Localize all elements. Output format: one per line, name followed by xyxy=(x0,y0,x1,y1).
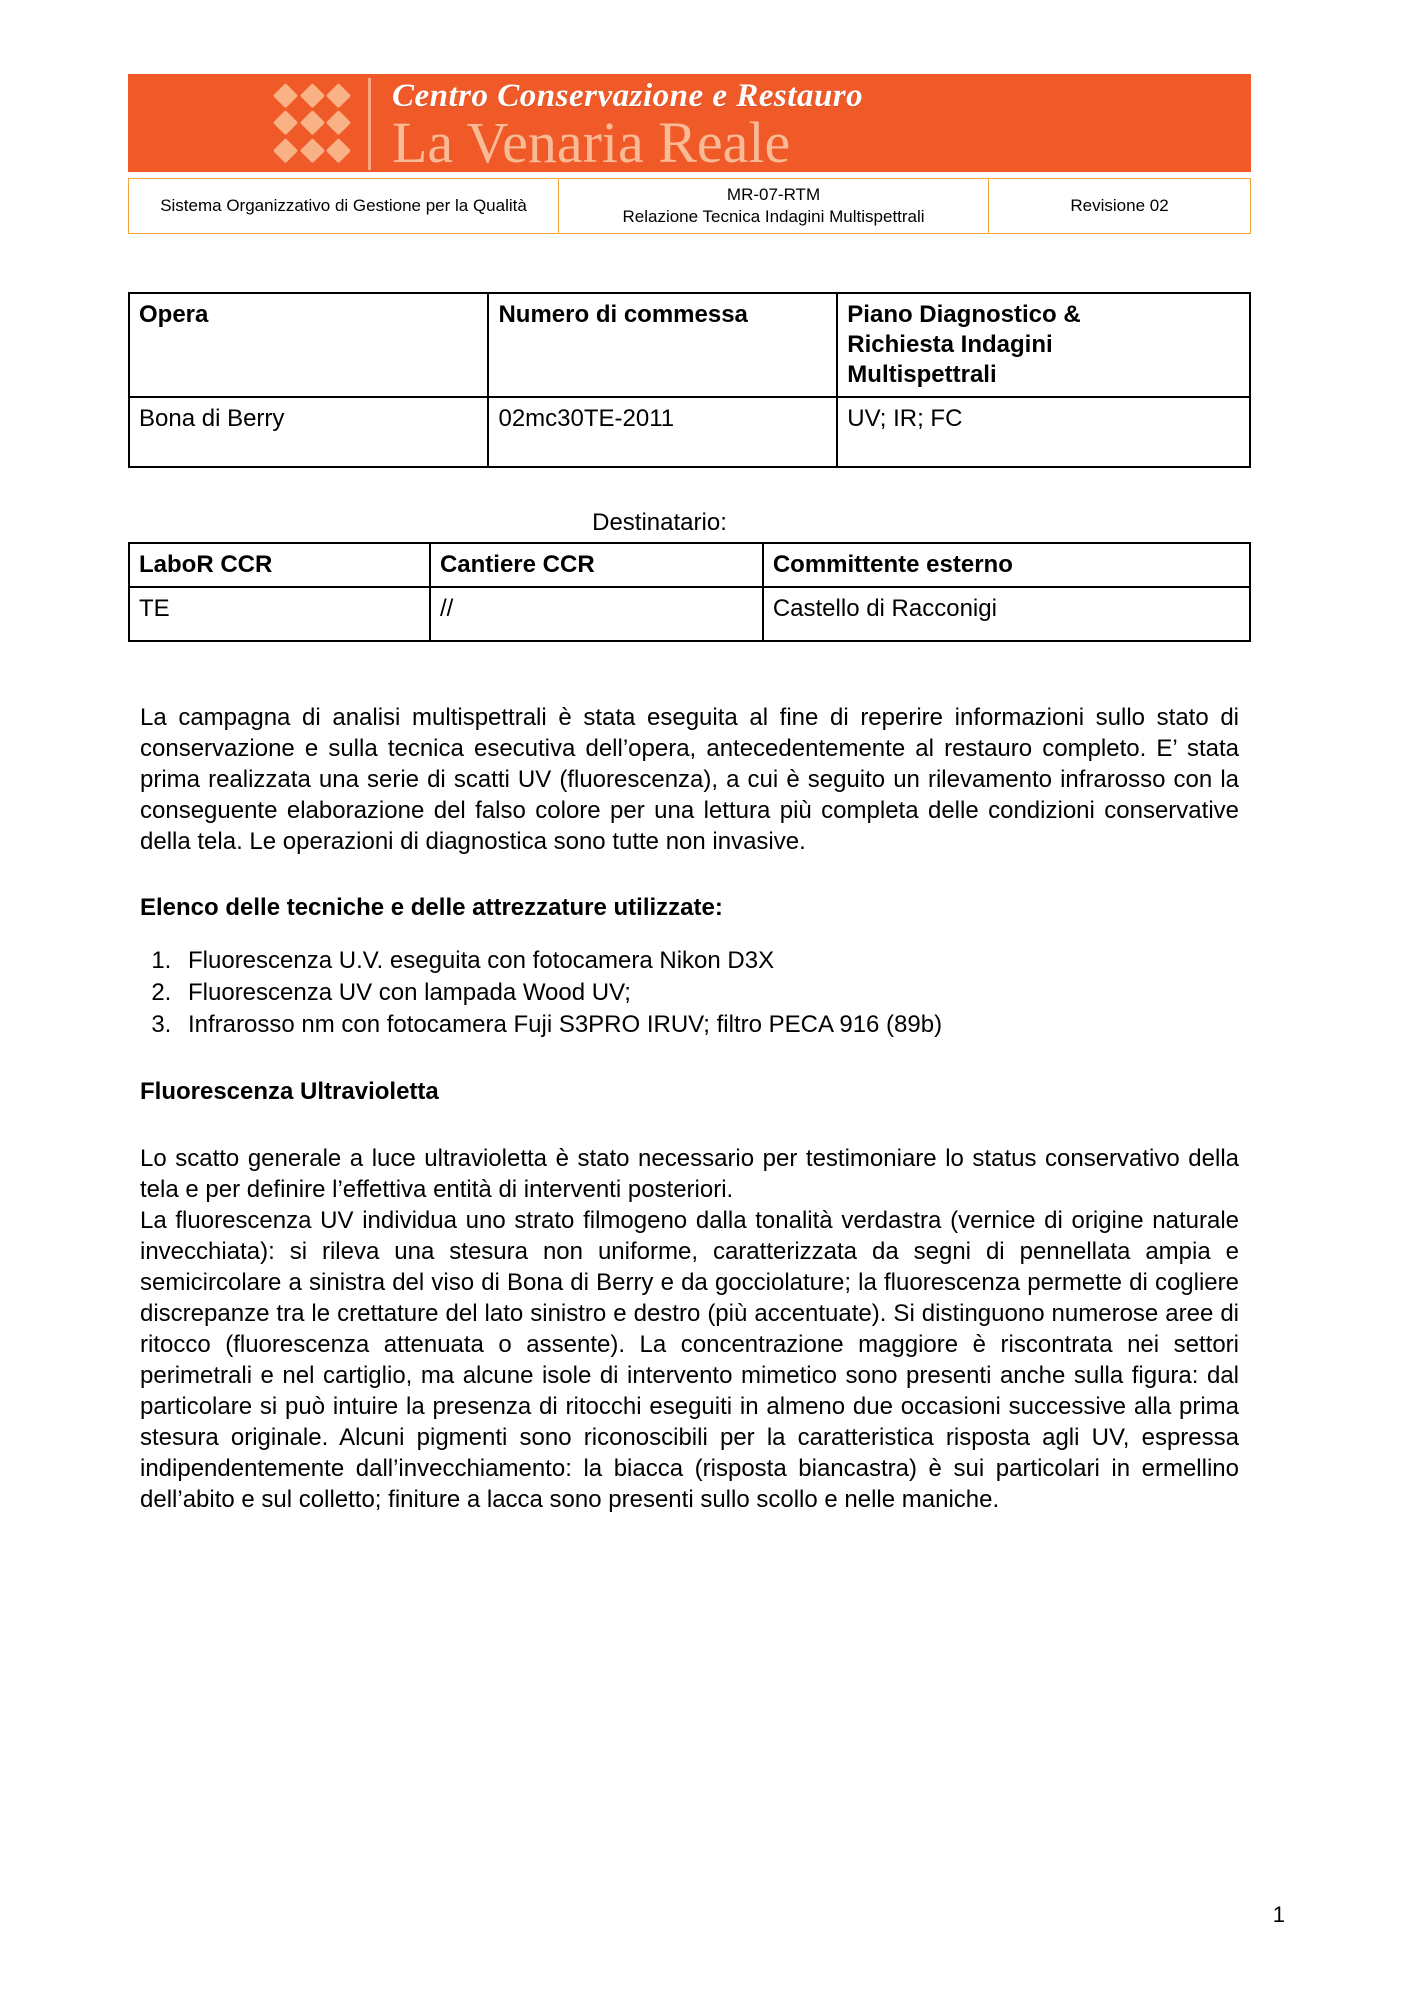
page-number: 1 xyxy=(1272,1902,1285,1927)
meta-doc-code: MR-07-RTM xyxy=(726,185,821,204)
dest-header-committente: Committente esterno xyxy=(763,543,1250,587)
dest-header-cantiere: Cantiere CCR xyxy=(430,543,763,587)
opera-table xyxy=(128,292,1251,468)
list-item: 1. Fluorescenza U.V. eseguita con fotocamera Nikon D3X xyxy=(178,945,1251,977)
piano-line1: Piano Diagnostico & xyxy=(847,301,1081,328)
letterhead-banner xyxy=(128,74,1251,172)
opera-value-commessa: 02mc30TE-2011 xyxy=(488,397,837,467)
uv-paragraph-2: La fluorescenza UV individua uno strato filmogeno dalla tonalità verdastra (vernice di origine naturale invecchiata): si rileva una stesura non uniforme, caratterizzata da segni di pennellata ampia e semicircolare a sinistra del viso di Bona di Berry e da gocciolature; la fluorescenza permette di cogliere discrepanze tra le crettature del lato sinistro e destro (più accentuate). Si distinguono numerose aree di ritocco (fluorescenza attenuata o assente). La concentrazione maggiore è riscontrata nei settori perimetrali e nel cartiglio, ma alcune isole di intervento mimetico sono presenti anche sulla figura: dal particolare si può intuire la presenza di ritocchi eseguiti in almeno due occasioni successive alla prima stesura originale. Alcuni pigmenti sono riconoscibili per la caratteristica risposta agli UV, espressa indipendentemente dall’invecchiamento: la biacca (risposta biancastra) è sui particolari in ermellino dell’abito e sul colletto; finiture a lacca sono presenti sullo scollo e nelle maniche. xyxy=(140,1207,1239,1513)
techniques-list xyxy=(128,945,1251,1041)
table-row xyxy=(129,397,1250,467)
list-item: 2. Fluorescenza UV con lampada Wood UV; xyxy=(178,977,1251,1009)
opera-header-commessa: Numero di commessa xyxy=(488,293,837,397)
letterhead-title-line2: La Venaria Reale xyxy=(392,110,791,172)
letterhead-text xyxy=(392,76,1212,172)
table-header-row xyxy=(129,293,1250,397)
page-content xyxy=(128,74,1251,1515)
meta-doc-title: Relazione Tecnica Indagini Multispettrali xyxy=(622,207,925,226)
dest-header-labor: LaboR CCR xyxy=(129,543,430,587)
dest-value-committente: Castello di Racconigi xyxy=(763,587,1250,641)
spacer xyxy=(128,923,1251,945)
spacer xyxy=(128,857,1251,893)
opera-header-piano-diagnostico xyxy=(837,293,1250,397)
table-row xyxy=(129,179,1251,234)
header-meta-table xyxy=(128,178,1251,234)
meta-cell-revision: Revisione 02 xyxy=(989,179,1251,234)
table-row xyxy=(129,587,1250,641)
letterhead-divider xyxy=(368,78,371,170)
spacer xyxy=(128,1107,1251,1143)
opera-header-opera: Opera xyxy=(129,293,488,397)
spacer xyxy=(128,1041,1251,1077)
techniques-heading: Elenco delle tecniche e delle attrezzature utilizzate: xyxy=(140,894,723,921)
list-item: 3. Infrarosso nm con fotocamera Fuji S3PRO IRUV; filtro PECA 916 (89b) xyxy=(178,1009,1251,1041)
dest-value-labor: TE xyxy=(129,587,430,641)
piano-line3: Multispettrali xyxy=(847,361,997,388)
dest-value-cantiere: // xyxy=(430,587,763,641)
venaria-diamonds-logo-icon xyxy=(272,82,352,164)
spacer xyxy=(128,642,1251,702)
destinatario-table xyxy=(128,542,1251,642)
uv-paragraph-1: Lo scatto generale a luce ultravioletta è stato necessario per testimoniare lo status conservativo della tela e per definire l’effettiva entità di interventi posteriori. xyxy=(140,1145,1239,1203)
opera-value-indagini: UV; IR; FC xyxy=(837,397,1250,467)
table-header-row xyxy=(129,543,1250,587)
uv-heading: Fluorescenza Ultravioletta xyxy=(140,1078,439,1105)
meta-cell-quality-system: Sistema Organizzativo di Gestione per la Qualità xyxy=(129,179,559,234)
opera-value-name: Bona di Berry xyxy=(129,397,488,467)
letterhead-title-line1: Centro Conservazione e Restauro xyxy=(392,78,864,114)
intro-paragraph: La campagna di analisi multispettrali è stata eseguita al fine di reperire informazioni sullo stato di conservazione e sulla tecnica esecutiva dell’opera, antecedentemente al restauro completo. E’ stata prima realizzata una serie di scatti UV (fluorescenza), a cui è seguito un rilevamento infrarosso con la conseguente elaborazione del falso colore per una lettura più completa delle condizioni conservative della tela. Le operazioni di diagnostica sono tutte non invasive. xyxy=(140,704,1239,855)
destinatario-label: Destinatario: xyxy=(592,509,727,536)
piano-line2: Richiesta Indagini xyxy=(847,331,1053,358)
meta-cell-document-code xyxy=(559,179,989,234)
